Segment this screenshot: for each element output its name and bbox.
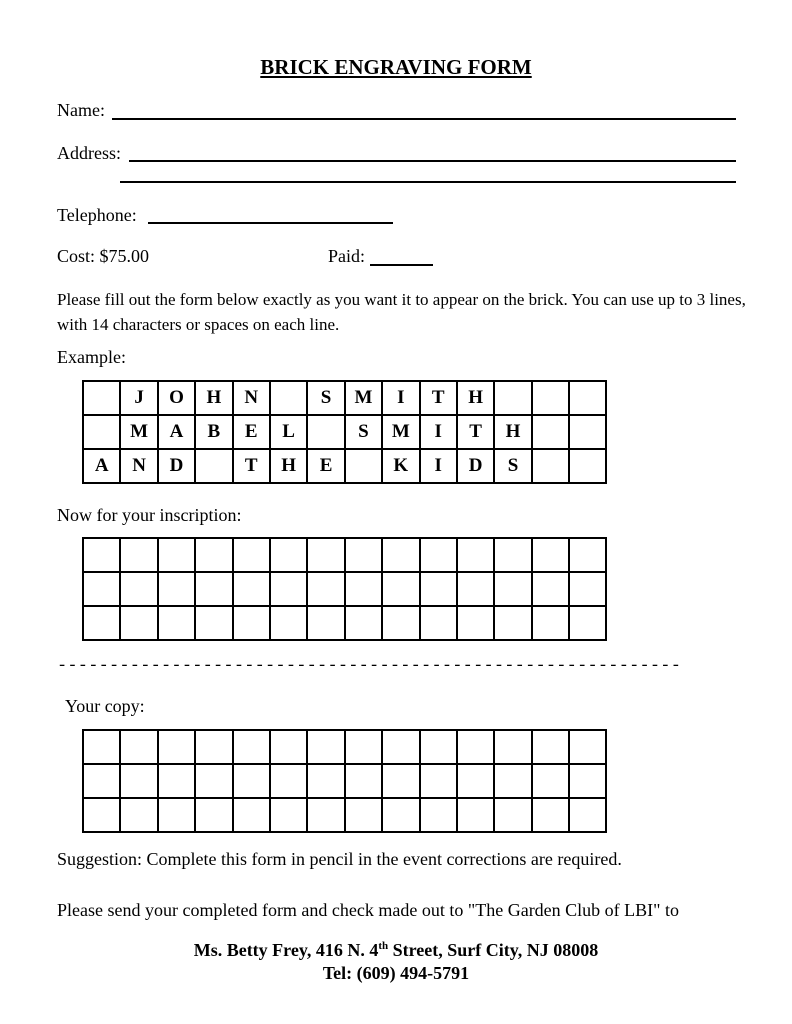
address-line-2[interactable] bbox=[120, 181, 736, 183]
grid-cell[interactable] bbox=[532, 606, 569, 640]
grid-cell: M bbox=[120, 415, 157, 449]
grid-cell bbox=[83, 381, 120, 415]
address-part1: Ms. Betty Frey, 416 N. 4 bbox=[193, 940, 379, 960]
grid-cell bbox=[532, 415, 569, 449]
grid-cell[interactable] bbox=[233, 538, 270, 572]
grid-cell: H bbox=[494, 415, 531, 449]
grid-cell[interactable] bbox=[569, 606, 606, 640]
grid-row bbox=[83, 730, 606, 764]
instructions-text: Please fill out the form below exactly as you want it to appear on the brick. You can use up to 3 lines, with 14 characters or spaces on each line. bbox=[57, 290, 746, 334]
grid-cell: K bbox=[382, 449, 419, 483]
grid-cell[interactable] bbox=[270, 606, 307, 640]
grid-cell: S bbox=[345, 415, 382, 449]
grid-cell[interactable] bbox=[457, 764, 494, 798]
grid-cell bbox=[532, 449, 569, 483]
grid-cell[interactable] bbox=[345, 798, 382, 832]
grid-cell[interactable] bbox=[83, 730, 120, 764]
grid-cell[interactable] bbox=[233, 572, 270, 606]
grid-cell[interactable] bbox=[345, 764, 382, 798]
grid-cell[interactable] bbox=[158, 764, 195, 798]
grid-cell: L bbox=[270, 415, 307, 449]
grid-row bbox=[83, 764, 606, 798]
grid-cell[interactable] bbox=[569, 538, 606, 572]
grid-cell: I bbox=[382, 381, 419, 415]
grid-cell[interactable] bbox=[420, 606, 457, 640]
grid-cell[interactable] bbox=[233, 764, 270, 798]
grid-cell[interactable] bbox=[83, 606, 120, 640]
name-label: Name: bbox=[57, 100, 105, 120]
grid-cell[interactable] bbox=[195, 606, 232, 640]
grid-cell[interactable] bbox=[420, 730, 457, 764]
copy-label: Your copy: bbox=[65, 696, 145, 716]
grid-cell[interactable] bbox=[307, 730, 344, 764]
grid-cell[interactable] bbox=[420, 572, 457, 606]
grid-cell bbox=[494, 381, 531, 415]
grid-cell[interactable] bbox=[457, 798, 494, 832]
name-line[interactable] bbox=[112, 118, 736, 120]
grid-row bbox=[83, 606, 606, 640]
grid-cell[interactable] bbox=[120, 798, 157, 832]
grid-cell[interactable] bbox=[494, 572, 531, 606]
grid-cell[interactable] bbox=[382, 730, 419, 764]
grid-cell: H bbox=[195, 381, 232, 415]
grid-cell[interactable] bbox=[420, 538, 457, 572]
grid-cell: I bbox=[420, 449, 457, 483]
grid-cell: T bbox=[457, 415, 494, 449]
grid-cell[interactable] bbox=[382, 798, 419, 832]
grid-cell: E bbox=[307, 449, 344, 483]
grid-cell[interactable] bbox=[83, 538, 120, 572]
grid-cell[interactable] bbox=[382, 606, 419, 640]
telephone-label: Telephone: bbox=[57, 205, 137, 225]
grid-cell bbox=[569, 415, 606, 449]
grid-cell[interactable] bbox=[494, 730, 531, 764]
grid-cell: S bbox=[307, 381, 344, 415]
cost-label: Cost: $75.00 bbox=[57, 246, 150, 266]
grid-cell[interactable] bbox=[195, 572, 232, 606]
grid-cell bbox=[83, 415, 120, 449]
grid-cell[interactable] bbox=[420, 798, 457, 832]
grid-cell[interactable] bbox=[158, 538, 195, 572]
grid-cell[interactable] bbox=[195, 538, 232, 572]
inscription-grid[interactable] bbox=[82, 537, 607, 641]
grid-cell: N bbox=[120, 449, 157, 483]
grid-cell[interactable] bbox=[307, 538, 344, 572]
grid-cell[interactable] bbox=[158, 572, 195, 606]
grid-cell[interactable] bbox=[233, 798, 270, 832]
grid-cell bbox=[195, 449, 232, 483]
grid-cell[interactable] bbox=[532, 538, 569, 572]
suggestion-text: Suggestion: Complete this form in pencil in the event corrections are required. bbox=[57, 849, 622, 869]
grid-cell bbox=[532, 381, 569, 415]
address-part2: Street, Surf City, NJ 08008 bbox=[388, 940, 599, 960]
paid-label: Paid: bbox=[328, 246, 366, 266]
grid-cell[interactable] bbox=[382, 764, 419, 798]
grid-cell: M bbox=[382, 415, 419, 449]
grid-cell[interactable] bbox=[494, 606, 531, 640]
grid-cell[interactable] bbox=[532, 764, 569, 798]
grid-cell[interactable] bbox=[457, 606, 494, 640]
grid-cell[interactable] bbox=[382, 538, 419, 572]
grid-cell[interactable] bbox=[457, 538, 494, 572]
grid-cell[interactable] bbox=[345, 572, 382, 606]
grid-cell[interactable] bbox=[270, 798, 307, 832]
mailing-address bbox=[0, 940, 792, 961]
example-label: Example: bbox=[57, 347, 126, 367]
grid-cell[interactable] bbox=[270, 538, 307, 572]
grid-cell[interactable] bbox=[83, 798, 120, 832]
grid-cell: M bbox=[345, 381, 382, 415]
grid-cell: T bbox=[420, 381, 457, 415]
grid-cell[interactable] bbox=[457, 730, 494, 764]
grid-cell: D bbox=[158, 449, 195, 483]
grid-cell[interactable] bbox=[233, 606, 270, 640]
copy-grid[interactable] bbox=[82, 729, 607, 833]
grid-cell[interactable] bbox=[270, 730, 307, 764]
grid-cell[interactable] bbox=[158, 798, 195, 832]
grid-cell[interactable] bbox=[307, 798, 344, 832]
grid-cell[interactable] bbox=[569, 572, 606, 606]
grid-cell bbox=[307, 415, 344, 449]
grid-cell[interactable] bbox=[569, 764, 606, 798]
cut-line: ------------------------------------------------------------ bbox=[57, 657, 682, 676]
grid-cell[interactable] bbox=[307, 764, 344, 798]
grid-cell[interactable] bbox=[494, 798, 531, 832]
grid-row bbox=[83, 572, 606, 606]
grid-cell[interactable] bbox=[345, 730, 382, 764]
grid-cell[interactable] bbox=[494, 538, 531, 572]
grid-cell[interactable] bbox=[457, 572, 494, 606]
address-line-1[interactable] bbox=[129, 160, 736, 162]
grid-cell: B bbox=[195, 415, 232, 449]
contact-telephone: Tel: (609) 494-5791 bbox=[322, 963, 470, 983]
grid-cell[interactable] bbox=[233, 730, 270, 764]
grid-cell[interactable] bbox=[569, 798, 606, 832]
grid-cell: S bbox=[494, 449, 531, 483]
grid-cell[interactable] bbox=[195, 730, 232, 764]
grid-row bbox=[83, 381, 606, 415]
telephone-line[interactable] bbox=[148, 222, 393, 224]
grid-cell[interactable] bbox=[569, 730, 606, 764]
grid-cell: J bbox=[120, 381, 157, 415]
grid-cell[interactable] bbox=[120, 606, 157, 640]
inscription-label: Now for your inscription: bbox=[57, 505, 242, 525]
example-grid bbox=[82, 380, 607, 484]
grid-cell bbox=[345, 449, 382, 483]
grid-cell[interactable] bbox=[120, 730, 157, 764]
grid-cell: T bbox=[233, 449, 270, 483]
grid-cell[interactable] bbox=[420, 764, 457, 798]
address-superscript: th bbox=[378, 940, 389, 952]
grid-cell: H bbox=[457, 381, 494, 415]
grid-cell[interactable] bbox=[120, 572, 157, 606]
grid-cell[interactable] bbox=[270, 764, 307, 798]
grid-cell[interactable] bbox=[532, 730, 569, 764]
form-title: BRICK ENGRAVING FORM bbox=[260, 55, 532, 79]
address-label: Address: bbox=[57, 143, 121, 163]
grid-cell[interactable] bbox=[120, 764, 157, 798]
grid-cell[interactable] bbox=[158, 606, 195, 640]
grid-row bbox=[83, 449, 606, 483]
grid-cell[interactable] bbox=[158, 730, 195, 764]
grid-cell: E bbox=[233, 415, 270, 449]
grid-cell: H bbox=[270, 449, 307, 483]
grid-cell bbox=[569, 381, 606, 415]
grid-cell[interactable] bbox=[83, 764, 120, 798]
grid-cell: I bbox=[420, 415, 457, 449]
paid-line[interactable] bbox=[370, 264, 433, 266]
grid-cell[interactable] bbox=[382, 572, 419, 606]
grid-cell[interactable] bbox=[532, 572, 569, 606]
grid-cell[interactable] bbox=[83, 572, 120, 606]
grid-cell[interactable] bbox=[307, 606, 344, 640]
grid-cell: A bbox=[158, 415, 195, 449]
grid-cell[interactable] bbox=[345, 606, 382, 640]
grid-cell bbox=[270, 381, 307, 415]
grid-cell bbox=[569, 449, 606, 483]
grid-row bbox=[83, 415, 606, 449]
grid-cell: N bbox=[233, 381, 270, 415]
grid-cell[interactable] bbox=[195, 798, 232, 832]
grid-cell[interactable] bbox=[345, 538, 382, 572]
send-note-text: Please send your completed form and check made out to "The Garden Club of LBI" to bbox=[57, 900, 680, 920]
grid-cell: D bbox=[457, 449, 494, 483]
grid-row bbox=[83, 538, 606, 572]
grid-cell: A bbox=[83, 449, 120, 483]
grid-cell[interactable] bbox=[195, 764, 232, 798]
grid-cell: O bbox=[158, 381, 195, 415]
grid-cell[interactable] bbox=[494, 764, 531, 798]
grid-cell[interactable] bbox=[270, 572, 307, 606]
grid-cell[interactable] bbox=[307, 572, 344, 606]
grid-cell[interactable] bbox=[532, 798, 569, 832]
grid-cell[interactable] bbox=[120, 538, 157, 572]
grid-row bbox=[83, 798, 606, 832]
